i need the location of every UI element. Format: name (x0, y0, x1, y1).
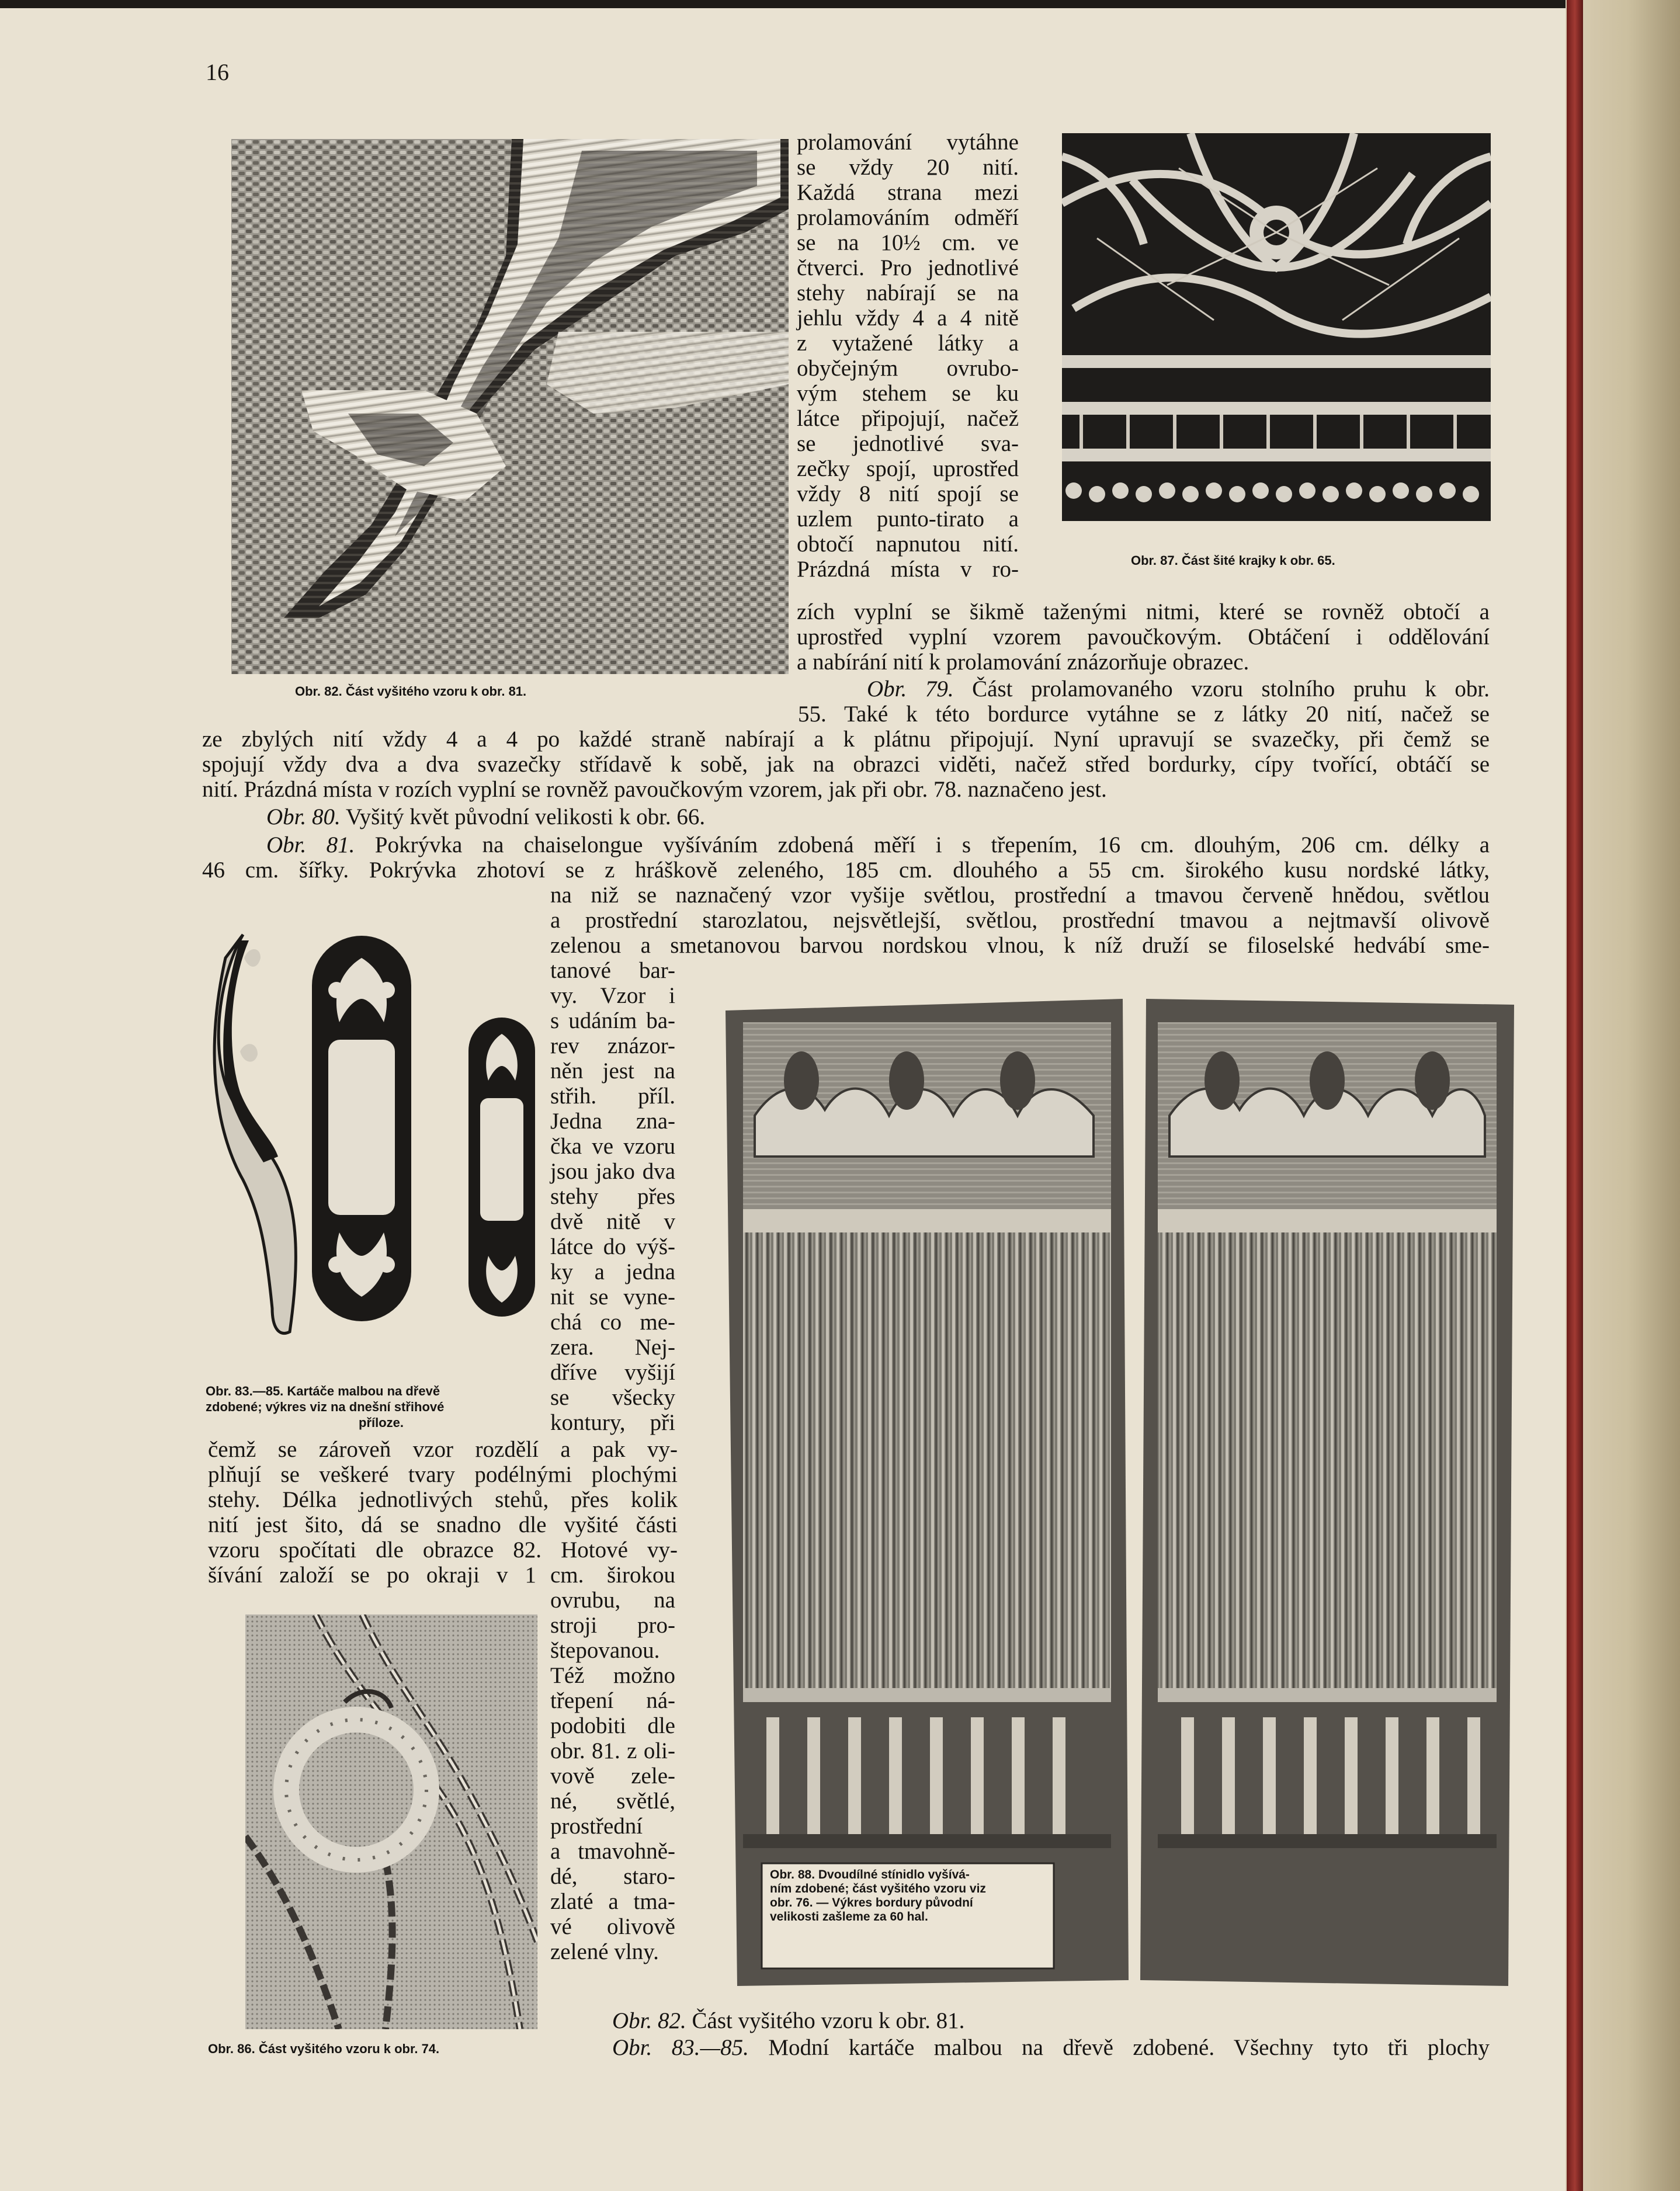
obr79-line (867, 676, 1490, 702)
text-line: tanové bar- (550, 958, 675, 983)
caption-fig86: Obr. 86. Část vyšitého vzoru k obr. 74. (208, 2041, 440, 2056)
text-line: něn jest na (550, 1058, 675, 1084)
text-line: se všecky (550, 1385, 675, 1410)
text-line: 55. Také k této bordurce vytáhne se z látky 20 nití, načež se (798, 702, 1490, 727)
text-line: kontury, při (550, 1410, 675, 1435)
text-line: se na 10½ cm. ve (797, 230, 1019, 255)
text-line: čtverci. Pro jednotlivé (797, 255, 1019, 280)
text-line: nití. Prázdná místa v rozích vyplní se rovněž pavoučkovým vzorem, jak při obr. 78. naznačeno jest. (202, 777, 1107, 802)
figure-86-embroidery (245, 1614, 537, 2029)
text-line: stehy. Délka jednotlivých stehů, přes kolik (208, 1487, 678, 1512)
text-line: štepovanou. (550, 1638, 660, 1663)
text-line: vždy 8 nití spojí se (797, 481, 1019, 506)
text-line: zlaté a tma- (550, 1889, 675, 1914)
text-line: z vytažené látky a (797, 331, 1019, 356)
text-line: se jednotlivé sva- (797, 431, 1019, 456)
obr82-label: Obr. 82. (612, 2008, 686, 2033)
caption-line: obr. 76. — Výkres bordury původní (770, 1896, 973, 1909)
caption-fig83-85 (206, 1383, 444, 1430)
text-line: ky a jedna (550, 1259, 675, 1284)
text-line: vzoru spočítati dle obrazce 82. Hotové vy- (208, 1537, 678, 1562)
text-line: jehlu vždy 4 a 4 nitě (797, 305, 1019, 331)
text-line: čemž se zároveň vzor rozdělí a pak vy- (208, 1437, 678, 1462)
figure-88-folding-screen (720, 993, 1514, 1998)
text-line: spojují vždy dva a dva svazečky střídavě k sobě, jak na obrazci viděti, načež střed bordurky, cípy tvořící, obtáčí se (202, 752, 1490, 777)
page-number: 16 (206, 59, 229, 85)
text-line: chá co me- (550, 1310, 675, 1335)
text-line: třepení ná- (550, 1688, 675, 1713)
text-line: dříve vyšijí (550, 1360, 675, 1385)
obr80-label: Obr. 80. (266, 804, 341, 829)
obr81-line (266, 832, 1490, 858)
text-line: prostřední (550, 1814, 643, 1839)
text-line: Též možno (550, 1663, 675, 1688)
obr81-text: Pokrývka na chaiselongue vyšíváním zdobená měří i s třepením, 16 cm. dlouhým, 206 cm. délky a (374, 832, 1490, 857)
text-line: obyčejným ovrubo- (797, 356, 1019, 381)
text-line: zečky spojí, uprostřed (797, 456, 1019, 481)
caption-line: Obr. 88. Dvoudílné stínidlo vyšívá- (770, 1868, 970, 1881)
text-line: šívání založí se po okraji v 1 (208, 1562, 536, 1588)
caption-line: příloze. (359, 1415, 404, 1430)
text-line: uprostřed vyplní vzorem pavoučkovým. Obtáčení i oddělování (797, 624, 1490, 650)
text-line: Každá strana mezi (797, 180, 1019, 205)
text-line: s udáním ba- (550, 1008, 675, 1033)
text-line: a nabírání nití k prolamování znázorňuje obrazec. (797, 650, 1249, 675)
text-line: vově zele- (550, 1763, 675, 1789)
text-line: zelenou a smetanovou barvou nordskou vlnou, k níž druží se filoselské hedvábí sme- (550, 933, 1490, 958)
text-line: na niž se naznačený vzor vyšije světlou, prostřední a tmavou červeně hnědou, světlou (550, 883, 1490, 908)
obr82-line (612, 2008, 964, 2034)
figure-87-lace (1062, 133, 1491, 521)
obr79-text: Část prolamovaného vzoru stolního pruhu k obr. (972, 676, 1490, 702)
text-line: dé, staro- (550, 1864, 675, 1889)
caption-line: ním zdobené; část vyšitého vzoru viz (770, 1882, 986, 1895)
caption-fig88 (770, 1868, 986, 1924)
text-line: zera. Nej- (550, 1335, 675, 1360)
obr83-label: Obr. 83.—85. (612, 2035, 749, 2060)
text-line: stroji pro- (550, 1613, 675, 1638)
text-line: stehy nabírají se na (797, 280, 1019, 305)
text-line: dvě nitě v (550, 1209, 675, 1234)
text-line: Prázdná místa v ro- (797, 557, 1019, 582)
text-line: 46 cm. šířky. Pokrývka zhotoví se z hráškově zeleného, 185 cm. dlouhého a 55 cm. širokého kusu nordské látky, (202, 857, 1490, 883)
obr83-text: Modní kartáče malbou na dřevě zdobené. Všechny tyto tři plochy (768, 2035, 1490, 2060)
scan-top-edge (0, 0, 1566, 8)
caption-line: zdobené; výkres viz na dnešní střihové (206, 1400, 445, 1414)
text-line: a prostřední starozlatou, nejsvětlejší, světlou, prostřední tmavou a nejtmavší olivově (550, 908, 1490, 933)
text-line: Jedna zna- (550, 1109, 675, 1134)
text-line: cm. širokou (550, 1562, 675, 1588)
obr83-line (612, 2035, 1490, 2061)
text-line: ze zbylých nití vždy 4 a 4 po každé straně nabírají a k plátnu připojují. Nyní upravují se svazečky, při čemž se (202, 727, 1490, 752)
text-line: nití jest šito, dá se snadno dle vyšité části (208, 1512, 678, 1537)
caption-line: Obr. 83.—85. Kartáče malbou na dřevě (206, 1384, 440, 1398)
text-line: né, světlé, (550, 1789, 675, 1814)
text-line: ovrubu, na (550, 1588, 675, 1613)
text-line: látce do výš- (550, 1234, 675, 1259)
figure-82-embroidery (231, 139, 789, 674)
text-line: plňují se veškeré tvary podélnými plochými (208, 1462, 678, 1487)
text-line: vy. Vzor i (550, 983, 675, 1008)
obr82-text: Část vyšitého vzoru k obr. 81. (692, 2008, 965, 2033)
text-line: a tmavohně- (550, 1839, 675, 1864)
text-line: látce připojují, načež (797, 406, 1019, 431)
text-line: nit se vyne- (550, 1284, 675, 1310)
text-line: prolamování vytáhne (797, 130, 1019, 155)
obr79-label: Obr. 79. (867, 676, 954, 702)
text-line: čka ve vzoru (550, 1134, 675, 1159)
caption-fig87: Obr. 87. Část šité krajky k obr. 65. (1131, 553, 1335, 568)
text-line: jsou jako dva (550, 1159, 675, 1184)
obr80-line (266, 804, 705, 830)
obr81-label: Obr. 81. (266, 832, 355, 857)
text-line: vé olivově (550, 1914, 675, 1939)
text-line: zelené vlny. (550, 1939, 659, 1964)
text-line: uzlem punto-tirato a (797, 506, 1019, 532)
text-line: obr. 81. z oli- (550, 1738, 675, 1763)
figure-83-85-brushes (208, 923, 547, 1355)
text-line: střih. příl. (550, 1084, 675, 1109)
caption-fig82: Obr. 82. Část vyšitého vzoru k obr. 81. (295, 684, 527, 699)
text-line: se vždy 20 nití. (797, 155, 1019, 180)
text-line: stehy přes (550, 1184, 675, 1209)
binding-edge (1567, 0, 1583, 2191)
text-line: obtočí napnutou nití. (797, 532, 1019, 557)
text-line: rev znázor- (550, 1033, 675, 1058)
text-line: zích vyplní se šikmě taženými nitmi, které se rovněž obtočí a (797, 599, 1490, 624)
obr80-text: Vyšitý květ původní velikosti k obr. 66. (345, 804, 706, 829)
text-line: prolamováním odměří (797, 205, 1019, 230)
caption-line: velikosti zašleme za 60 hal. (770, 1910, 928, 1923)
text-line: podobiti dle (550, 1713, 675, 1738)
text-line: vým stehem se ku (797, 381, 1019, 406)
